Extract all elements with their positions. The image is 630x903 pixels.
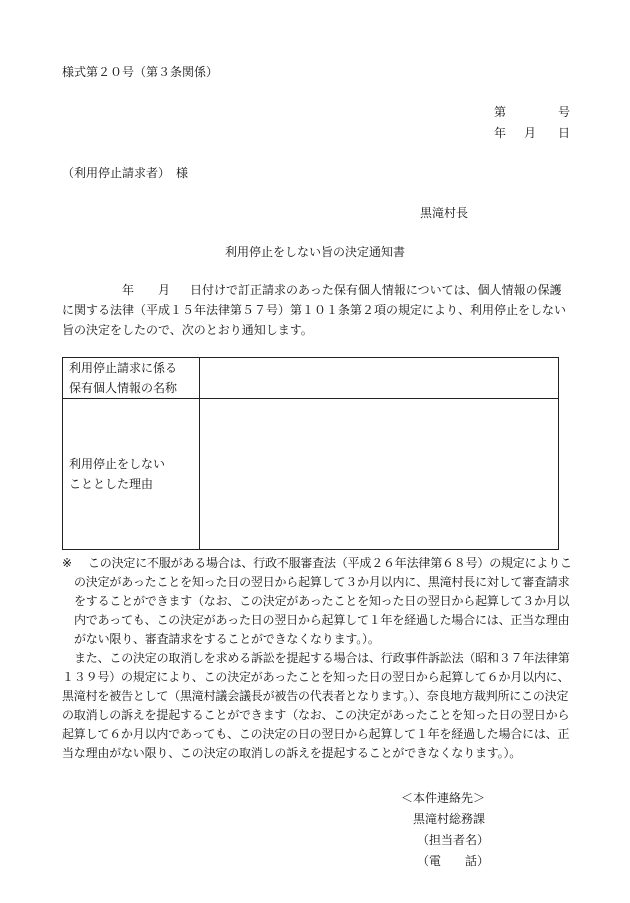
body-text: 日付けで訂正請求のあった保有個人情報については、個人情報の保護に関する法律（平成１５年法律第５７号）第１０１条第２項の規定により、利用停止をしない旨の決定をしたので、次のとおり通知します。 <box>62 283 567 337</box>
body-year-mark: 年 <box>122 283 135 297</box>
row1-label-line2: 保有個人情報の名称 <box>69 381 178 395</box>
contact-department: 黒滝村総務課 <box>413 812 486 826</box>
table-row <box>63 358 559 399</box>
row2-value <box>200 399 559 550</box>
table-row <box>63 399 559 550</box>
contact-heading: ＜本件連絡先＞ <box>401 791 486 805</box>
issue-date-year: 年 <box>494 126 507 140</box>
document-title: 利用停止をしない旨の決定通知書 <box>224 245 405 259</box>
issue-date-day: 日 <box>558 126 571 140</box>
row1-value <box>200 358 559 399</box>
addressee: （利用停止請求者） 様 <box>62 166 189 180</box>
row2-label <box>63 399 200 550</box>
note-paragraph-2: また、この決定の取消しを求める訴訟を提起する場合は、行政事件訴訟法（昭和３７年法律第１３９号）の規定により、この決定があったことを知った日の翌日から起算して６か月以内に、黒滝村を被告として（黒滝村議会議長が被告の代表者となります。）、奈良地方裁判所にこの決定の取消しの訴えを提起することができます（なお、この決定があったことを知った日の翌日から起算して６か月以内であっても、この決定の日の翌日から起算して１年を経過した場合には、正当な理由がない限り、この決定の取消しの訴えを提起することができなくなります。）。 <box>62 651 570 760</box>
row2-label-line2: こととした理由 <box>69 477 154 491</box>
note-paragraph-1: この決定に不服がある場合は、行政不服審査法（平成２６年法律第６８号）の規定によりこの決定があったことを知った日の翌日から起算して３か月以内に、黒滝村長に対して審査請求をすることができます（なお、この決定があったことを知った日の翌日から起算して３か月以内であっても、この決定があった日の翌日から起算して１年を経過した場合には、正当な理由がない限り、審査請求をすることができなくなります。）。 <box>74 556 572 646</box>
appeal-note <box>62 554 574 763</box>
document-number-dai: 第 <box>494 105 507 119</box>
form-number: 様式第２０号（第３条関係） <box>62 65 219 79</box>
issuer-name: 黒滝村長 <box>420 206 469 220</box>
body-month-mark: 月 <box>158 283 171 297</box>
row1-label <box>63 358 200 399</box>
row2-label-line1: 利用停止をしない <box>69 457 166 471</box>
document-number-go: 号 <box>558 105 571 119</box>
contact-person: （担当者名） <box>417 833 490 847</box>
note-mark: ※ <box>62 556 72 570</box>
body-paragraph <box>62 280 572 340</box>
issue-date-month: 月 <box>524 126 537 140</box>
row1-label-line1: 利用停止請求に係る <box>69 361 178 375</box>
info-table <box>62 357 559 550</box>
contact-phone: （電 話） <box>417 854 490 868</box>
